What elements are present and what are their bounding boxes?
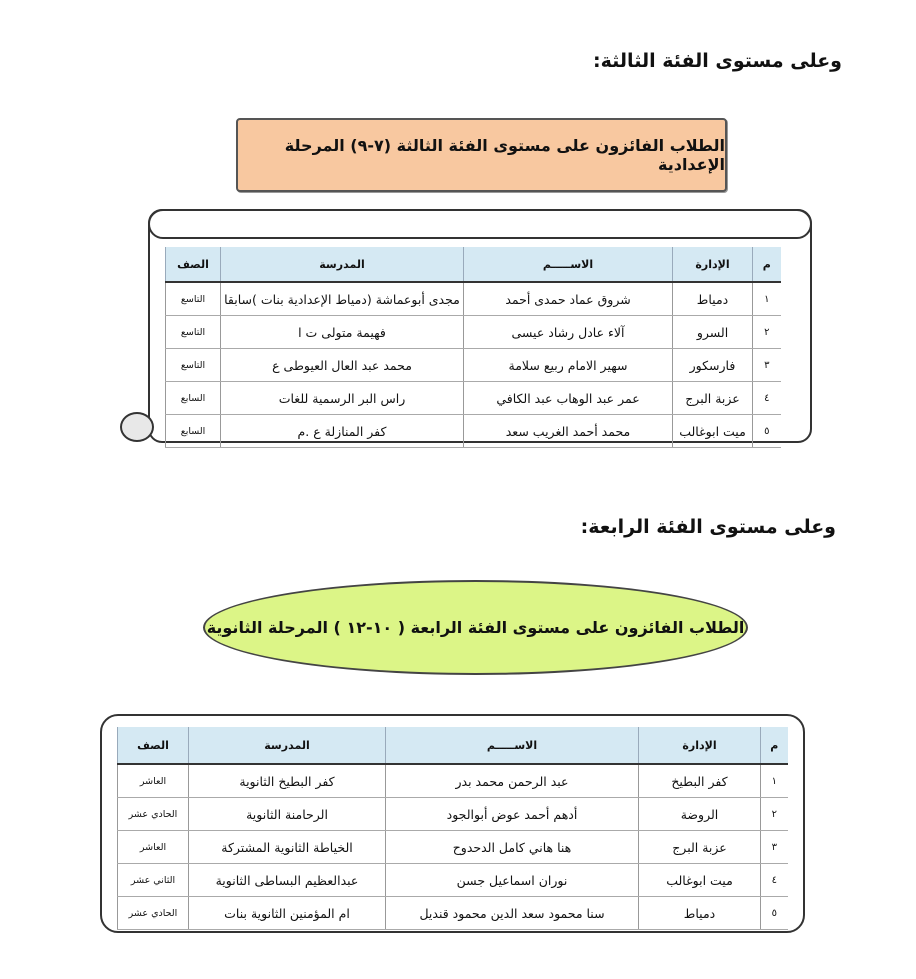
- section4-title-box: الطلاب الفائزون على مستوى الفئة الرابعة ( ١٠-١٢ ) المرحلة الثانوية: [203, 580, 748, 675]
- school-cell: مجدى أبوعماشة (دمياط الإعدادية بنات )سابقا: [221, 282, 464, 316]
- row-number-cell: ٣: [753, 349, 781, 382]
- table-row: [118, 764, 788, 798]
- row-number-cell: ٢: [753, 316, 781, 349]
- directorate-cell: كفر البطيخ: [639, 764, 761, 798]
- column-header: الإدارة: [673, 247, 753, 282]
- column-header: المدرسة: [189, 727, 386, 764]
- directorate-cell: عزبة البرج: [673, 382, 753, 415]
- row-number-cell: ١: [761, 764, 788, 798]
- column-header: الاســـــم: [464, 247, 673, 282]
- student-name-cell: هنا هاني كامل الدحدوح: [386, 831, 639, 864]
- column-header: المدرسة: [221, 247, 464, 282]
- table-row: [166, 382, 781, 415]
- grade-cell: التاسع: [166, 282, 221, 316]
- row-number-cell: ٣: [761, 831, 788, 864]
- column-header: م: [761, 727, 788, 764]
- section3-table: [165, 247, 781, 448]
- directorate-cell: الروضة: [639, 798, 761, 831]
- directorate-cell: ميت ابوغالب: [639, 864, 761, 897]
- directorate-cell: دمياط: [639, 897, 761, 930]
- section3-heading: وعلى مستوى الفئة الثالثة:: [593, 50, 842, 72]
- column-header: الصف: [166, 247, 221, 282]
- grade-cell: العاشر: [118, 831, 189, 864]
- column-header: الإدارة: [639, 727, 761, 764]
- table-row: [118, 798, 788, 831]
- column-header: الصف: [118, 727, 189, 764]
- directorate-cell: فارسكور: [673, 349, 753, 382]
- grade-cell: السابع: [166, 382, 221, 415]
- directorate-cell: عزبة البرج: [639, 831, 761, 864]
- school-cell: ام المؤمنين الثانوية بنات: [189, 897, 386, 930]
- student-name-cell: آلاء عادل رشاد عيسى: [464, 316, 673, 349]
- school-cell: فهيمة متولى ت ا: [221, 316, 464, 349]
- section4-table: [117, 727, 788, 930]
- student-name-cell: محمد أحمد الغريب سعد: [464, 415, 673, 448]
- school-cell: الخياطة الثانوية المشتركة: [189, 831, 386, 864]
- column-header: م: [753, 247, 781, 282]
- school-cell: كفر المنازلة ع .م: [221, 415, 464, 448]
- column-header: الاســـــم: [386, 727, 639, 764]
- directorate-cell: ميت ابوغالب: [673, 415, 753, 448]
- grade-cell: العاشر: [118, 764, 189, 798]
- school-cell: عبدالعظيم البساطى الثانوية: [189, 864, 386, 897]
- table-row: [166, 349, 781, 382]
- row-number-cell: ٤: [761, 864, 788, 897]
- section4-heading: وعلى مستوى الفئة الرابعة:: [580, 516, 836, 538]
- row-number-cell: ٥: [753, 415, 781, 448]
- table-row: [166, 415, 781, 448]
- student-name-cell: عمر عبد الوهاب عبد الكافي: [464, 382, 673, 415]
- student-name-cell: عبد الرحمن محمد بدر: [386, 764, 639, 798]
- table-row: [166, 316, 781, 349]
- table-row: [118, 831, 788, 864]
- grade-cell: التاسع: [166, 316, 221, 349]
- directorate-cell: دمياط: [673, 282, 753, 316]
- table-row: [118, 897, 788, 930]
- grade-cell: التاسع: [166, 349, 221, 382]
- row-number-cell: ١: [753, 282, 781, 316]
- table-header-row: [166, 247, 781, 282]
- row-number-cell: ٢: [761, 798, 788, 831]
- scroll-top-roll: [148, 209, 812, 239]
- student-name-cell: شروق عماد حمدى أحمد: [464, 282, 673, 316]
- row-number-cell: ٤: [753, 382, 781, 415]
- section3-title-box: الطلاب الفائزون على مستوى الفئة الثالثة (٧-٩) المرحلة الإعدادية: [236, 118, 727, 192]
- directorate-cell: السرو: [673, 316, 753, 349]
- student-name-cell: سهير الامام ربيع سلامة: [464, 349, 673, 382]
- grade-cell: السابع: [166, 415, 221, 448]
- table-row: [166, 282, 781, 316]
- student-name-cell: سنا محمود سعد الدين محمود قنديل: [386, 897, 639, 930]
- school-cell: الرحامنة الثانوية: [189, 798, 386, 831]
- school-cell: محمد عبد العال العيوطى ع: [221, 349, 464, 382]
- school-cell: كفر البطيخ الثانوية: [189, 764, 386, 798]
- row-number-cell: ٥: [761, 897, 788, 930]
- school-cell: راس البر الرسمية للغات: [221, 382, 464, 415]
- grade-cell: الثاني عشر: [118, 864, 189, 897]
- student-name-cell: نوران اسماعيل جسن: [386, 864, 639, 897]
- student-name-cell: أدهم أحمد عوض أبوالجود: [386, 798, 639, 831]
- table-row: [118, 864, 788, 897]
- grade-cell: الحادي عشر: [118, 798, 189, 831]
- scroll-curl: [120, 412, 154, 442]
- table-header-row: [118, 727, 788, 764]
- grade-cell: الحادي عشر: [118, 897, 189, 930]
